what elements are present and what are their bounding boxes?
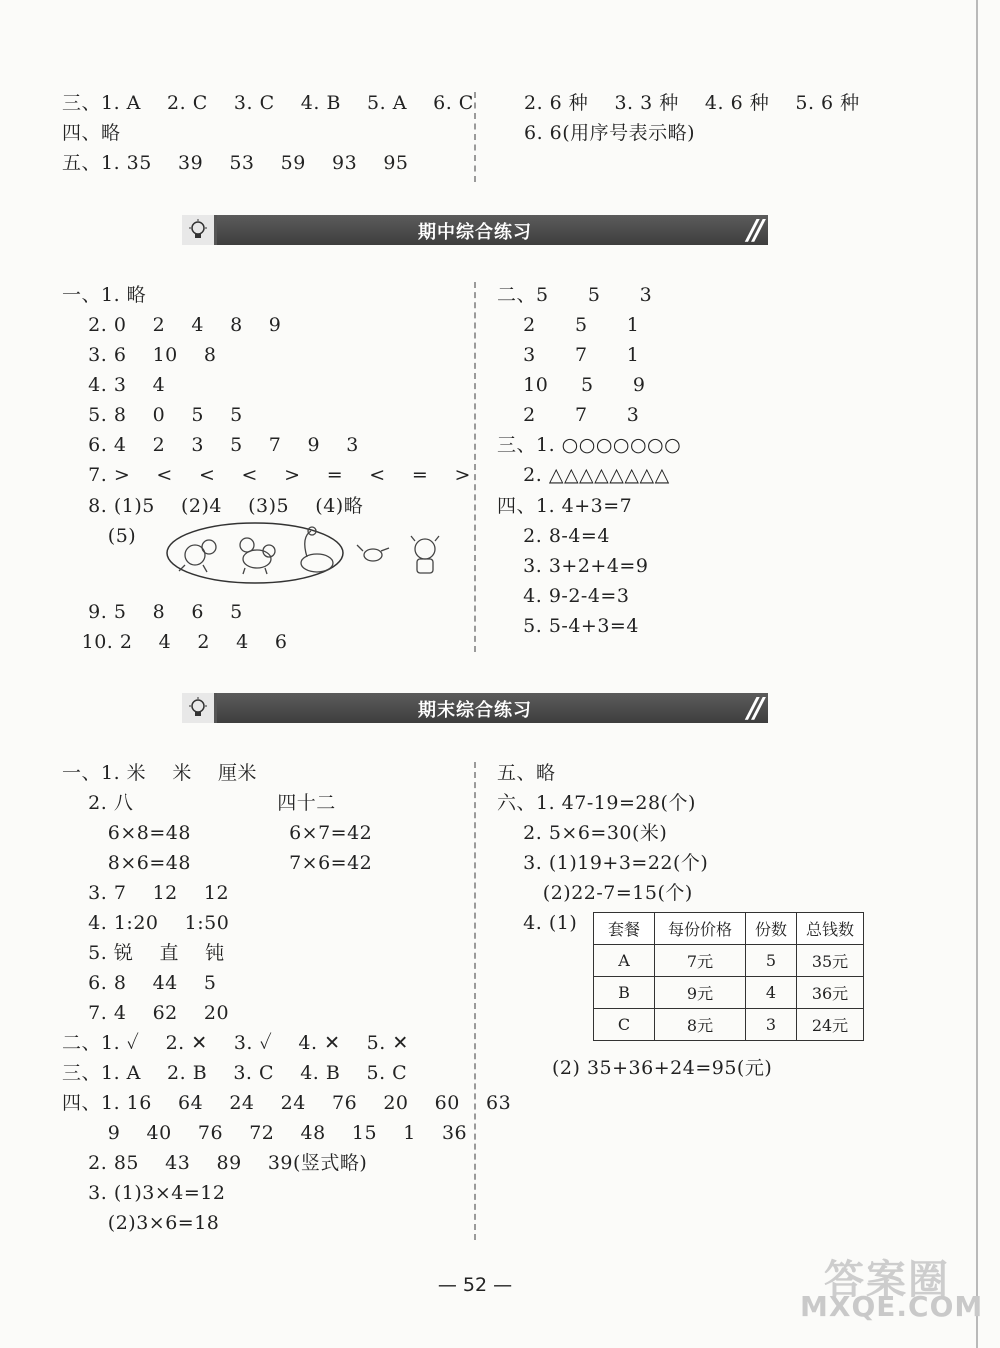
answer-line: 4. 9-2-4=3 <box>497 585 630 607</box>
table-cell: 4 <box>746 977 797 1009</box>
table-cell: 7元 <box>655 945 746 977</box>
section-banner-midterm <box>182 215 768 245</box>
answer-line: 五、1. 35 39 53 59 93 95 <box>62 152 409 174</box>
table-header: 套餐 <box>594 913 655 945</box>
table-header: 每份价格 <box>655 913 746 945</box>
answer-line: 二、1. ✓ 2. ✕ 3. ✓ 4. ✕ 5. ✕ <box>62 1032 409 1054</box>
answer-line: 7. > < < < > = < = > <box>62 464 471 486</box>
answer-line: 2. 0 2 4 8 9 <box>62 314 282 336</box>
table-cell: 5 <box>746 945 797 977</box>
answer-line: 3. 3+2+4=9 <box>497 555 649 577</box>
answer-line: (2) 35+36+24=95(元) <box>552 1057 773 1079</box>
banner-slashes: // <box>747 691 760 724</box>
answer-line: (2)3×6=18 <box>62 1212 220 1234</box>
table-cell: C <box>594 1009 655 1041</box>
answer-line: 2. 八 四十二 <box>62 792 336 814</box>
answer-line: 四、1. 4+3=7 <box>497 495 633 517</box>
table-cell: 9元 <box>655 977 746 1009</box>
banner-slashes: // <box>747 213 760 246</box>
table-header-row <box>594 913 864 945</box>
answer-line: 二、5 5 3 <box>497 284 653 306</box>
table-row <box>594 1009 864 1041</box>
table-cell: 8元 <box>655 1009 746 1041</box>
answer-line: 5. 8 0 5 5 <box>62 404 243 426</box>
answer-line: 4. 3 4 <box>62 374 166 396</box>
answer-line: 5. 锐 直 钝 <box>62 942 225 964</box>
watermark-logo-text: 答案圈 <box>824 1257 950 1303</box>
answer-line: 3. 6 10 8 <box>62 344 217 366</box>
answer-line: 3. (1)3×4=12 <box>62 1182 226 1204</box>
answer-line: 9. 5 8 6 5 <box>62 601 243 623</box>
table-header: 份数 <box>746 913 797 945</box>
answer-line: (5) <box>62 525 137 547</box>
answer-line: 三、1. ○○○○○○○ <box>497 434 682 456</box>
column-divider-midterm <box>474 282 476 652</box>
answer-line: 6. 4 2 3 5 7 9 3 <box>62 434 359 456</box>
section-banner-final <box>182 693 768 723</box>
answer-line: 3. (1)19+3=22(个) <box>497 852 709 874</box>
answer-line: 6. 8 44 5 <box>62 972 217 994</box>
answer-line: (2)22-7=15(个) <box>497 882 693 904</box>
table-row <box>594 977 864 1009</box>
answer-line: 4. (1) <box>497 912 578 934</box>
answer-line: 2. △△△△△△△△ <box>497 464 670 486</box>
answer-line: 2 5 1 <box>497 314 640 336</box>
answer-line: 6×8=48 6×7=42 <box>62 822 373 844</box>
answer-line: 8×6=48 7×6=42 <box>62 852 373 874</box>
table-cell: 36元 <box>797 977 864 1009</box>
answer-line: 三、1. A 2. C 3. C 4. B 5. A 6. C <box>62 92 474 114</box>
table-row <box>594 945 864 977</box>
answer-line: 三、1. A 2. B 3. C 4. B 5. C <box>62 1062 408 1084</box>
answer-line: 六、1. 47-19=28(个) <box>497 792 696 814</box>
page-edge-line <box>976 0 978 1348</box>
table-cell: 24元 <box>797 1009 864 1041</box>
answer-line: 2. 5×6=30(米) <box>497 822 668 844</box>
watermark: MXQE.COM <box>800 1290 984 1323</box>
answer-line: 3. 7 12 12 <box>62 882 230 904</box>
answer-line: 2. 85 43 89 39(竖式略) <box>62 1152 368 1174</box>
table-cell: 35元 <box>797 945 864 977</box>
section-title: 期末综合练习 <box>418 700 532 721</box>
page-number: — 52 — <box>437 1274 513 1296</box>
answer-line: 五、略 <box>497 762 556 784</box>
answer-line: 2. 6 种 3. 3 种 4. 6 种 5. 6 种 <box>524 92 860 114</box>
table-cell: B <box>594 977 655 1009</box>
answer-line: 四、略 <box>62 122 121 144</box>
answer-line: 2 7 3 <box>497 404 640 426</box>
table-header: 总钱数 <box>797 913 864 945</box>
answer-line: 9 40 76 72 48 15 1 36 <box>62 1122 468 1144</box>
answer-line: 5. 5-4+3=4 <box>497 615 639 637</box>
answer-line: 一、1. 略 <box>62 284 147 306</box>
column-divider-top <box>474 92 476 182</box>
answer-line: 4. 1:20 1:50 <box>62 912 230 934</box>
answer-line: 一、1. 米 米 厘米 <box>62 762 257 784</box>
answer-line: 8. (1)5 (2)4 (3)5 (4)略 <box>62 495 364 517</box>
answer-line: 四、1. 16 64 24 24 76 20 60 63 <box>62 1092 512 1114</box>
table-cell: 3 <box>746 1009 797 1041</box>
section-title: 期中综合练习 <box>418 222 532 243</box>
price-table <box>593 912 864 1041</box>
answer-line: 3 7 1 <box>497 344 640 366</box>
answer-line: 6. 6(用序号表示略) <box>524 122 696 144</box>
column-divider-final <box>474 762 476 1240</box>
animals-illustration <box>165 515 455 589</box>
answer-line: 10. 2 4 2 4 6 <box>62 631 288 653</box>
answer-line: 2. 8-4=4 <box>497 525 610 547</box>
answer-line: 7. 4 62 20 <box>62 1002 230 1024</box>
table-cell: A <box>594 945 655 977</box>
answer-line: 10 5 9 <box>497 374 646 396</box>
